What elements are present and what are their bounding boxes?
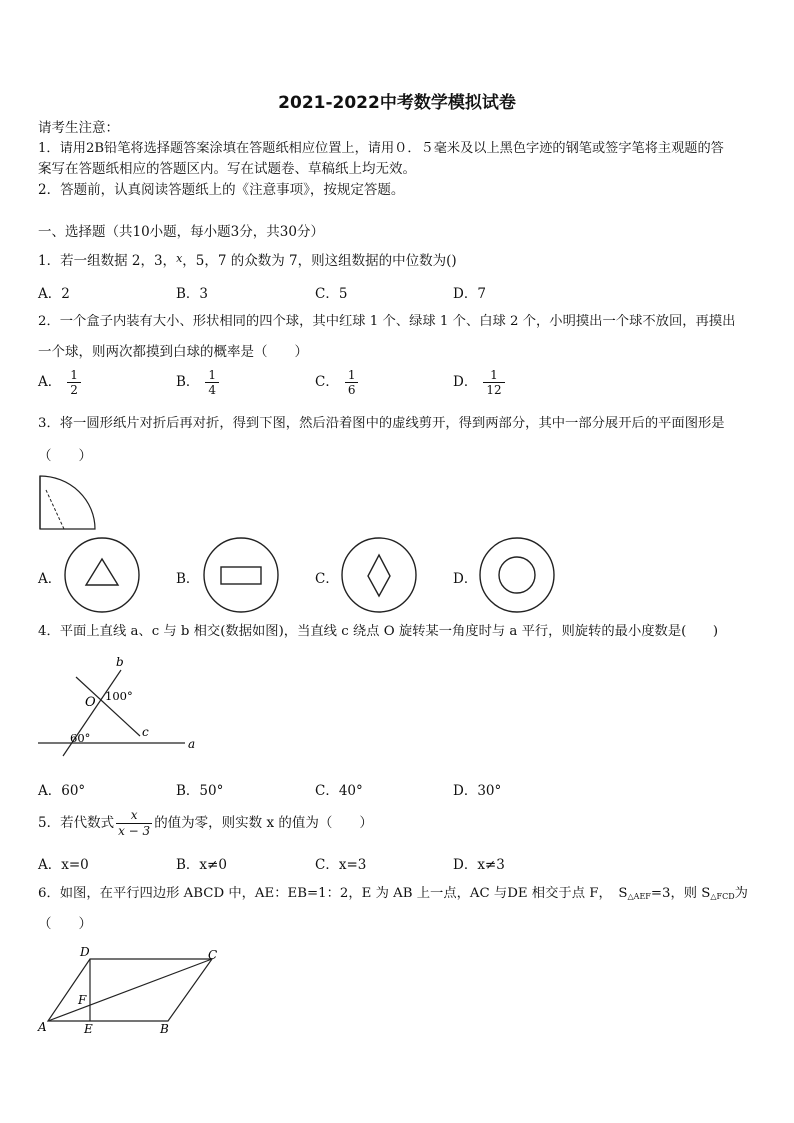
q2-option-d-fraction: $\frac{1}{12}$ [483, 368, 504, 397]
label-b: b [116, 655, 124, 669]
q1-text-b: ，5，7 的众数为 7，则这组数据的中位数为() [182, 253, 457, 269]
q4-lines-figure [30, 652, 210, 764]
q3-option-a-label[interactable]: A． [38, 571, 62, 587]
question-5 [38, 806, 373, 840]
q2-option-d[interactable] [453, 368, 505, 397]
label-C: C [208, 948, 218, 962]
q1-var: x [176, 252, 183, 265]
q3-option-c-figure[interactable] [339, 536, 419, 614]
q5-option-b[interactable]: B．x≠0 [176, 857, 227, 873]
q3-option-b-figure[interactable] [201, 536, 281, 614]
label-A: A [38, 1020, 47, 1034]
q2-option-a[interactable] [38, 368, 81, 397]
q3-option-b-label[interactable]: B． [176, 571, 200, 587]
q1-text-a: 1．若一组数据 2，3， [38, 253, 177, 269]
q1-option-c[interactable]: C．5 [315, 286, 348, 302]
rectangle-shape [221, 567, 261, 584]
q4-option-b[interactable]: B．50° [176, 783, 224, 799]
q2-option-b[interactable] [176, 368, 219, 397]
q2-option-c[interactable] [315, 368, 358, 397]
q4-option-d[interactable]: D．30° [453, 783, 502, 799]
inner-circle-shape [499, 557, 535, 593]
label-c: c [142, 725, 149, 739]
question-6 [38, 884, 748, 907]
q2-option-b-label: B． [176, 374, 200, 390]
q5-option-d[interactable]: D．x≠3 [453, 857, 505, 873]
q3-folded-quarter-figure [38, 474, 98, 532]
q6-text-b: =3，则 S [650, 886, 711, 901]
q3-option-c-label[interactable]: C． [315, 571, 339, 587]
q5-option-a[interactable]: A．x=0 [38, 857, 89, 873]
label-E: E [84, 1022, 93, 1036]
question-4: 4．平面上直线 a、c 与 b 相交(数据如图)，当直线 c 绕点 O 旋转某一角度时与 a 平行，则旋转的最小度数是( ) [38, 624, 719, 639]
q6-text-a: 6．如图，在平行四边形 ABCD 中，AE：EB=1：2，E 为 AB 上一点，AC 与DE 相交于点 F， S [38, 886, 628, 901]
q4-option-c[interactable]: C．40° [315, 783, 363, 799]
diagonal-ac [48, 959, 212, 1021]
q5-fraction: $\frac{x}{x - 3}$ [118, 808, 151, 838]
q2-line-1: 2．一个盒子内装有大小、形状相同的四个球，其中红球 1 个、绿球 1 个、白球 2 个，小明摸出一个球不放回，再摸出 [38, 314, 736, 329]
q2-line-2: 一个球，则两次都摸到白球的概率是（ ） [38, 344, 308, 360]
section-heading: 一、选择题（共10小题，每小题3分，共30分） [38, 224, 324, 240]
q5-text-b: 的值为零，则实数 x 的值为（ ） [154, 815, 373, 831]
q3-line-2: （ ） [38, 448, 92, 464]
q1-option-a[interactable]: A．2 [38, 286, 70, 302]
question-1 [38, 249, 457, 271]
q5-option-c[interactable]: C．x=3 [315, 857, 367, 873]
q3-option-d-figure[interactable] [477, 536, 557, 614]
notice-heading: 请考生注意： [38, 120, 119, 136]
rhombus-shape [368, 555, 390, 596]
notice-line-2: 案写在答题纸相应的答题区内。写在试题卷、草稿纸上均无效。 [38, 161, 416, 177]
q2-option-c-label: C． [315, 374, 339, 390]
q6-line-2: （ ） [38, 916, 92, 932]
q4-option-a[interactable]: A．60° [38, 783, 86, 799]
label-o: O [85, 695, 96, 710]
q2-option-d-label: D． [453, 374, 478, 390]
q1-option-d[interactable]: D．7 [453, 286, 486, 302]
q6-text-c: 为 [734, 886, 748, 901]
angle-60: 60° [70, 731, 91, 745]
label-B: B [160, 1022, 169, 1036]
angle-100: 100° [105, 689, 133, 703]
label-D: D [80, 945, 90, 959]
label-F: F [78, 993, 87, 1007]
triangle-shape [86, 559, 118, 585]
q3-line-1: 3．将一圆形纸片对折后再对折，得到下图，然后沿着图中的虚线剪开，得到两部分，其中一部分展开后的平面图形是 [38, 416, 725, 431]
notice-line-3: 2．答题前，认真阅读答题纸上的《注意事项》，按规定答题。 [38, 182, 405, 198]
q3-option-d-label[interactable]: D． [453, 571, 478, 587]
notice-line-1: 1．请用2B铅笔将选择题答案涂填在答题纸相应位置上，请用０．５毫米及以上黑色字迹的钢笔或签字笔将主观题的答 [38, 141, 724, 156]
q6-sub-1: △AEF [627, 892, 651, 901]
q6-parallelogram-figure [32, 942, 232, 1038]
page-title: 2021-2022中考数学模拟试卷 [278, 93, 516, 113]
q3-option-a-figure[interactable] [62, 536, 142, 614]
q2-option-b-fraction: $\frac{1}{4}$ [205, 368, 219, 397]
q2-option-c-fraction: $\frac{1}{6}$ [345, 368, 359, 397]
q6-sub-2: △FCD [710, 892, 735, 901]
q5-text-a: 5．若代数式 [38, 815, 115, 831]
q1-option-b[interactable]: B．3 [176, 286, 209, 302]
q2-option-a-fraction: $\frac{1}{2}$ [67, 368, 81, 397]
q2-option-a-label: A． [38, 374, 62, 390]
label-a: a [188, 737, 196, 751]
